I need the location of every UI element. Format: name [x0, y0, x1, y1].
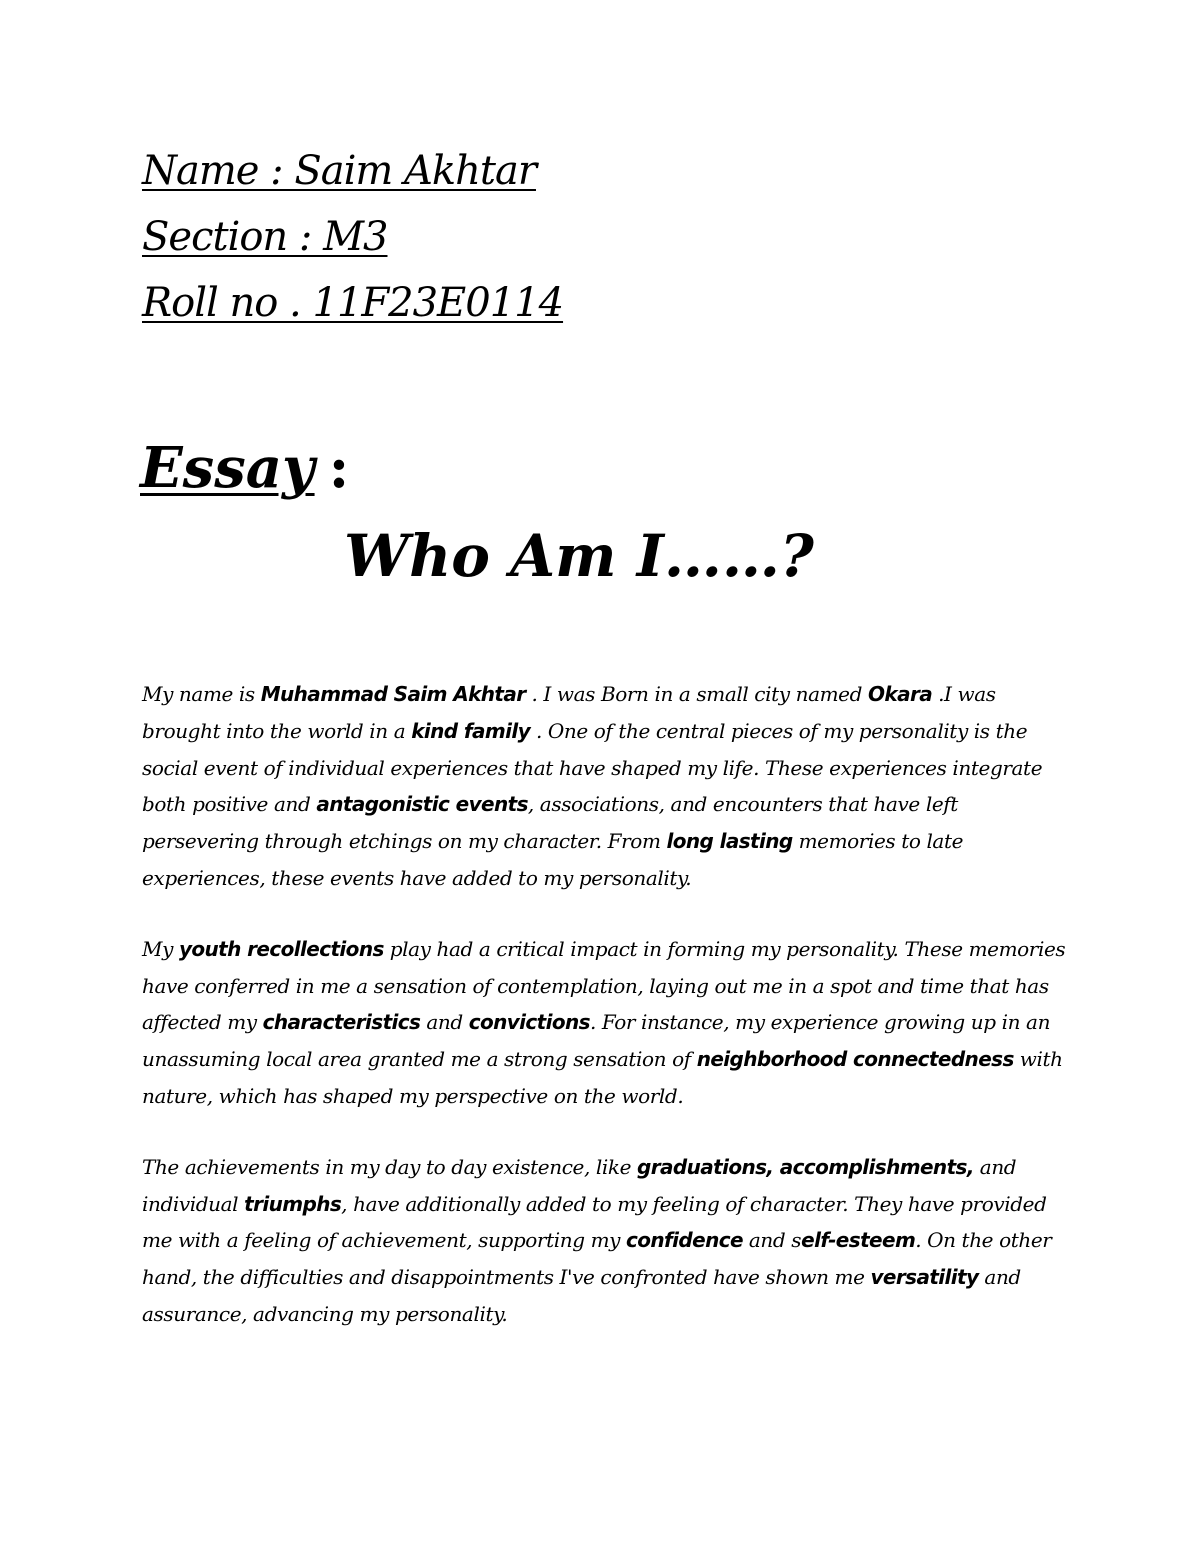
- essay-label: [140, 432, 349, 504]
- emphasized-phrase: antagonistic events: [316, 792, 528, 817]
- paragraph-text: My: [142, 936, 179, 961]
- emphasized-phrase: kind family: [411, 718, 531, 743]
- paragraph-text: . On the other hand, the difficulties and disappointments I've confronted have shown me: [142, 1228, 1052, 1290]
- essay-label-word: Essay: [140, 435, 315, 501]
- paragraph-text: My name is: [142, 682, 261, 706]
- paragraph-text: and s: [742, 1228, 802, 1253]
- emphasized-phrase: versatility: [870, 1265, 979, 1290]
- paragraph-text: and: [420, 1010, 469, 1035]
- essay-paragraph-1: [142, 676, 1072, 897]
- student-info: [142, 138, 842, 336]
- emphasized-phrase: graduations, accomplishments,: [636, 1154, 974, 1179]
- paragraph-text: , associations, and encounters that have left persevering through etchings on my character. From: [142, 792, 958, 854]
- paragraph-text: .I was brought into the world in a: [142, 682, 996, 743]
- student-roll-number: Roll no . 11F23E0114: [142, 280, 564, 326]
- emphasized-phrase: triumphs: [244, 1191, 342, 1216]
- emphasized-phrase: neighborhood connectedness: [696, 1047, 1014, 1072]
- emphasized-phrase: long lasting: [666, 829, 793, 854]
- emphasized-phrase: confidence: [626, 1228, 743, 1253]
- paragraph-text: and individual: [142, 1154, 1017, 1216]
- student-name: Name : Saim Akhtar: [142, 148, 536, 194]
- essay-body: [142, 676, 1072, 1367]
- paragraph-text: and assurance, advancing my personality.: [142, 1265, 1021, 1326]
- emphasized-phrase: Okara: [867, 682, 933, 706]
- emphasized-phrase: characteristics: [262, 1010, 421, 1035]
- paragraph-text: The achievements in my day to day existence, like: [142, 1154, 637, 1179]
- essay-label-colon: :: [328, 435, 350, 501]
- paragraph-text: . I was Born in a small city named: [525, 682, 868, 706]
- paragraph-text: with nature, which has shaped my perspective on the world.: [142, 1047, 1063, 1108]
- essay-paragraph-3: [142, 1149, 1072, 1333]
- emphasized-phrase: youth recollections: [178, 936, 384, 961]
- emphasized-phrase: elf-esteem: [801, 1228, 916, 1253]
- emphasized-phrase: Muhammad Saim Akhtar: [260, 682, 526, 706]
- paragraph-text: memories to late experiences, these events have added to my personality.: [142, 829, 964, 890]
- paragraph-text: , have additionally added to my feeling of character. They have provided me with a feeling of achievement, supporting my: [142, 1191, 1047, 1253]
- student-section: Section : M3: [142, 214, 388, 260]
- paragraph-text: play had a critical impact in forming my personality. These memories have conferred in me a sensation of contemplation, laying out me in a spot and time that has affected my: [142, 936, 1066, 1035]
- essay-title: Who Am I……?: [344, 522, 814, 590]
- paragraph-text: . For instance, my experience growing up in an unassuming local area granted me a strong sensation of: [142, 1010, 1051, 1072]
- emphasized-phrase: convictions: [468, 1010, 590, 1035]
- essay-paragraph-2: [142, 931, 1072, 1115]
- paragraph-text: . One of the central pieces of my personality is the social event of individual experiences that have shaped my life. These experiences integrate both positive and: [142, 718, 1043, 817]
